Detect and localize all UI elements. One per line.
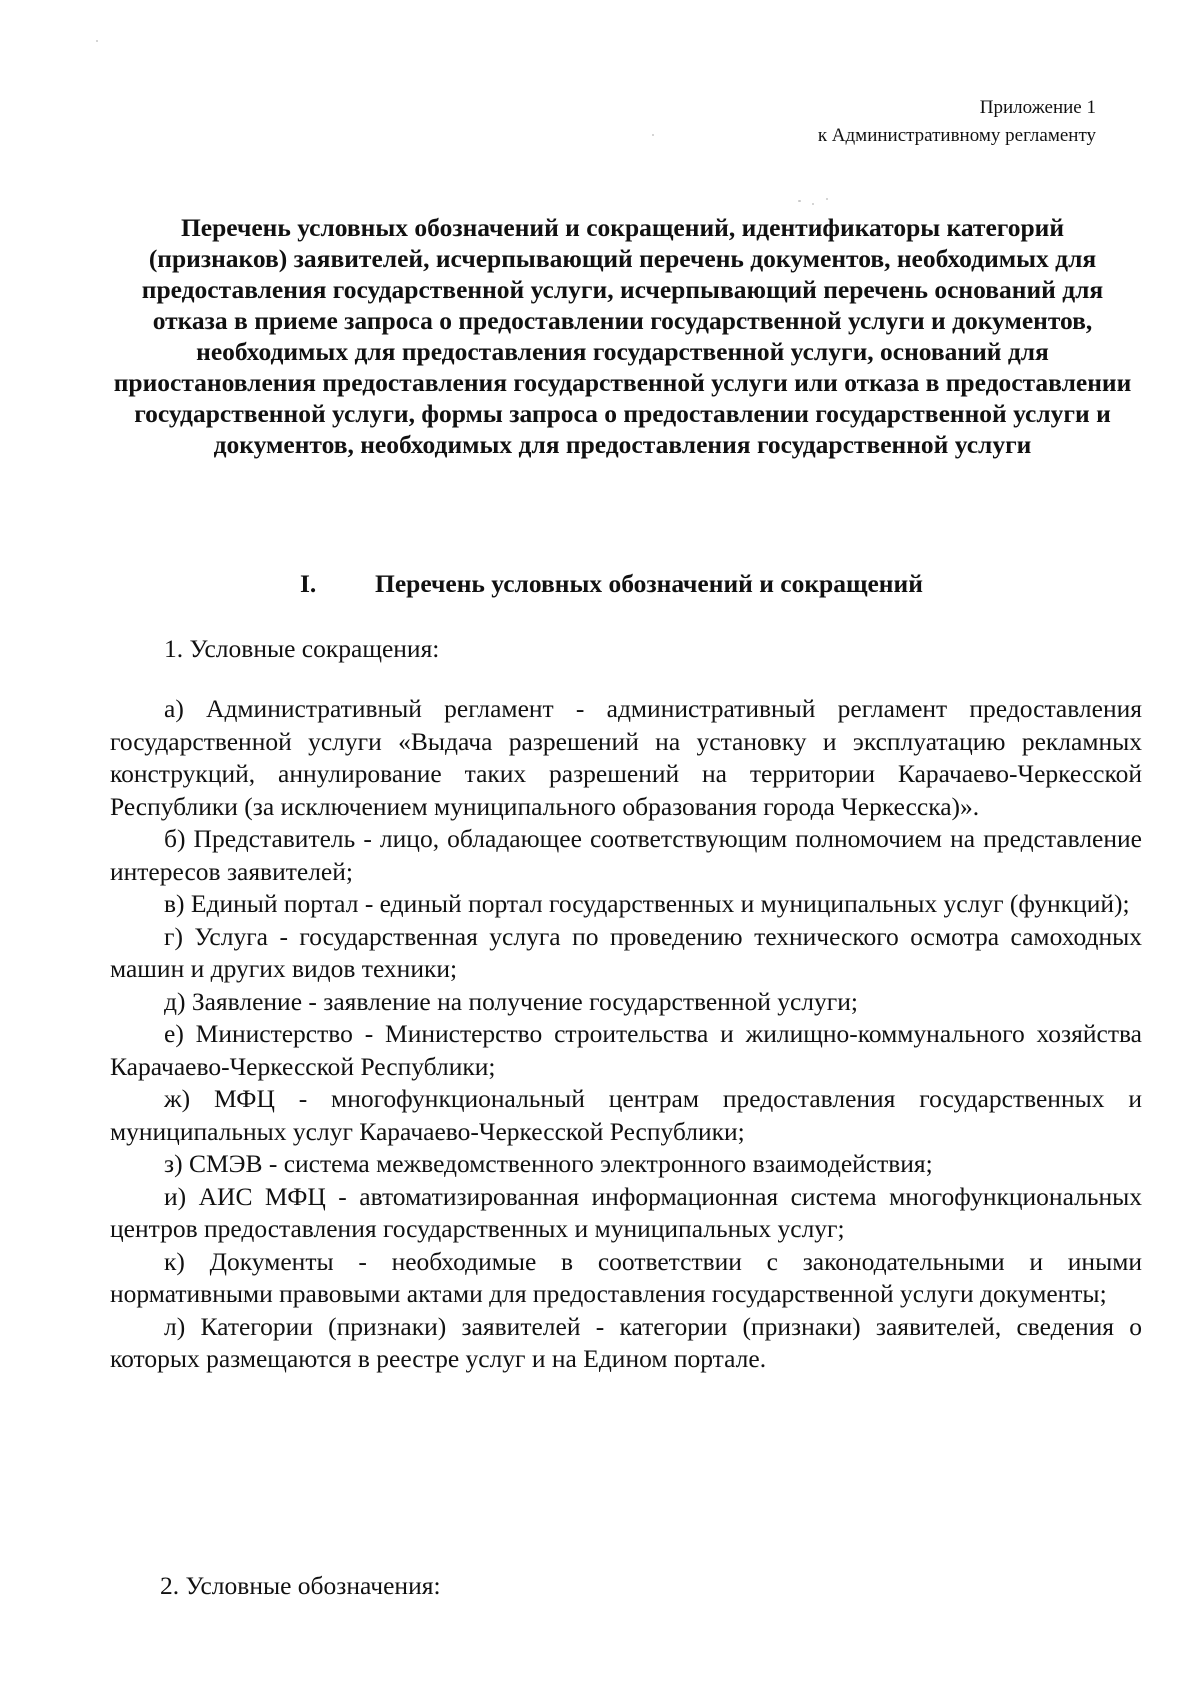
- abbreviation-item: к) Документы - необходимые в соответствии с законодательными и иными нормативными правовыми актами для предоставления государственной услуги документы;: [110, 1246, 1142, 1308]
- abbreviation-item: а) Административный регламент - административный регламент предоставления государственной услуги «Выдача разрешений на установку и эксплуатацию рекламных конструкций, аннулирование таких разрешений на территории Карачаево-Черкесской Республики (за исключением муниципального образования города Черкесска)».: [110, 694, 1142, 821]
- scan-speck: [812, 203, 814, 205]
- item-1-heading: 1. Условные сокращения:: [164, 634, 440, 663]
- scan-speck: [652, 134, 654, 136]
- scan-speck: [96, 40, 98, 42]
- abbreviation-item: и) АИС МФЦ - автоматизированная информационная система многофункциональных центров предоставления государственных и муниципальных услуг;: [110, 1181, 1142, 1243]
- abbreviation-item: б) Представитель - лицо, обладающее соответствующим полномочием на представление интересов заявителей;: [110, 824, 1142, 886]
- document-title: Перечень условных обозначений и сокращений, идентификаторы категорий (признаков) заявителей, исчерпывающий перечень документов, необходимых для предоставления государственной услуги, исчерпывающий перечень оснований для отказа в приеме запроса о предоставлении государственной услуги и документов, необходимых для предоставления государственной услуги, оснований для приостановления предоставления государственной услуги или отказа в предоставлении государственной услуги, формы запроса о предоставлении государственной услуги и документов, необходимых для предоставления государственной услуги: [113, 213, 1132, 459]
- item-2-heading: 2. Условные обозначения:: [160, 1571, 441, 1600]
- abbreviation-item: в) Единый портал - единый портал государственных и муниципальных услуг (функций);: [164, 889, 1130, 918]
- appendix-note: [818, 94, 1096, 150]
- abbreviation-item: л) Категории (признаки) заявителей - категории (признаки) заявителей, сведения о которых размещаются в реестре услуг и на Едином портале.: [110, 1311, 1142, 1373]
- abbreviations-list: [110, 693, 1142, 1376]
- abbreviation-item: г) Услуга - государственная услуга по проведению технического осмотра самоходных машин и других видов техники;: [110, 921, 1142, 983]
- appendix-line-1: Приложение 1: [979, 97, 1096, 118]
- abbreviation-item: ж) МФЦ - многофункциональный центрам предоставления государственных и муниципальных услуг Карачаево-Черкесской Республики;: [110, 1084, 1142, 1146]
- appendix-line-2: к Административному регламенту: [817, 125, 1096, 146]
- section-heading: [300, 568, 923, 600]
- scan-speck: [798, 200, 801, 202]
- abbreviation-item: е) Министерство - Министерство строительства и жилищно-коммунального хозяйства Карачаево-Черкесской Республики;: [110, 1019, 1142, 1081]
- section-title: Перечень условных обозначений и сокращений: [375, 569, 923, 598]
- section-number: I.: [300, 569, 317, 598]
- scan-speck: [826, 198, 828, 200]
- abbreviation-item: д) Заявление - заявление на получение государственной услуги;: [164, 986, 858, 1016]
- abbreviation-item: з) СМЭВ - система межведомственного электронного взаимодействия;: [164, 1149, 933, 1178]
